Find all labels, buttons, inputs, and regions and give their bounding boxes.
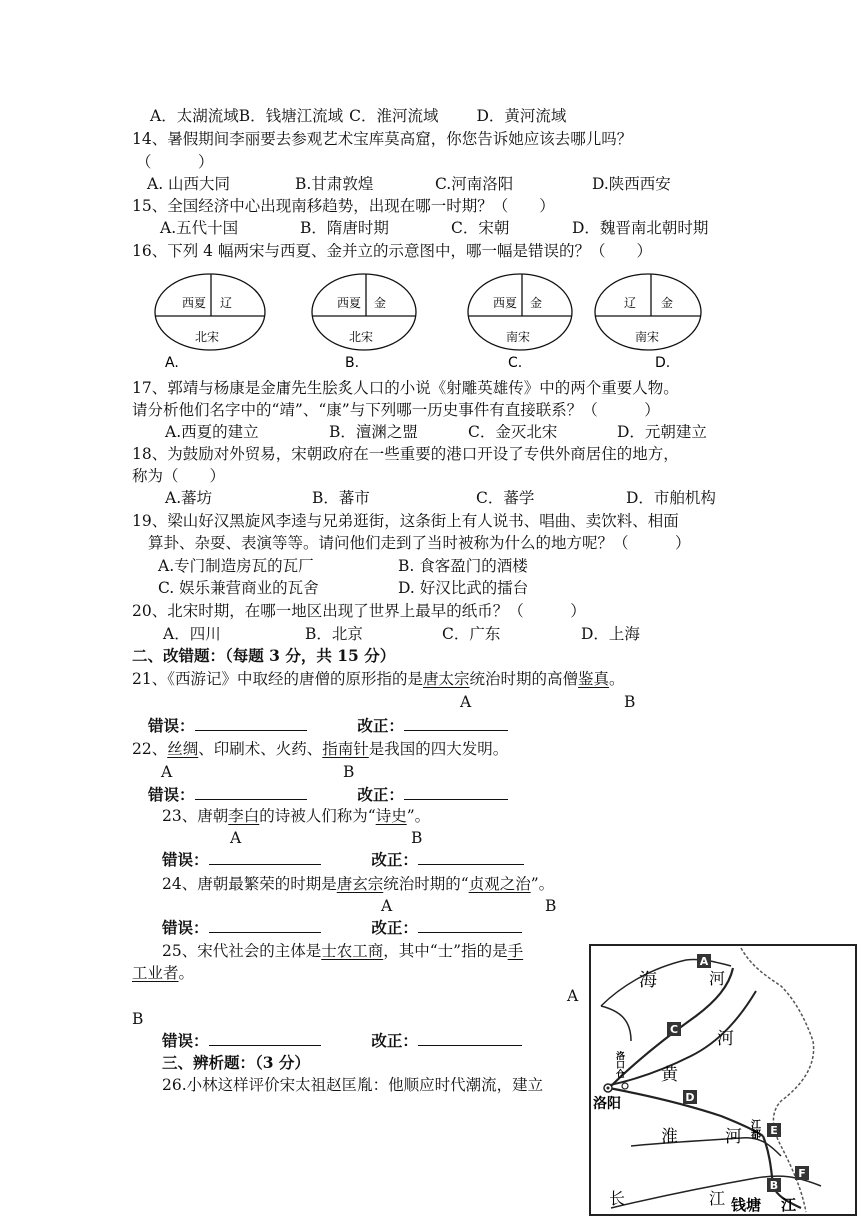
q15-option-c: C．宋朝 — [451, 219, 510, 237]
q24-stem: 24、唐朝最繁荣的时期是唐玄宗统治时期的“贞观之治”。 — [162, 875, 555, 893]
map-label-jiang1: 江 — [709, 1189, 726, 1208]
q22-underline-b: 指南针 — [322, 740, 369, 758]
q25-marker-b: B — [132, 1010, 144, 1028]
q16-b-top-right: 金 — [373, 296, 387, 310]
q16-a-label: A. — [165, 355, 179, 371]
q20-stem: 20、北宋时期，在哪一地区出现了世界上最早的纸币？（ ） — [132, 602, 586, 620]
q22-stem: 22、丝绸、印刷术、火药、指南针是我国的四大发明。 — [132, 740, 509, 758]
q16-diagram-d — [595, 274, 701, 371]
q18-line1: 18、为鼓励对外贸易，宋朝政府在一些重要的港口开设了专供外商居住的地方， — [132, 445, 679, 463]
q18-option-d: D．市舶机构 — [626, 489, 716, 507]
section3-title: 三、辨析题：（3 分） — [162, 1053, 310, 1072]
map-label-luoyang: 洛阳 — [593, 1096, 621, 1112]
q23-fix-blank[interactable] — [418, 850, 524, 865]
q21-fix-blank[interactable] — [404, 716, 508, 731]
q25-underline-b1: 手 — [507, 942, 524, 960]
q16-b-bottom: 北宋 — [348, 330, 374, 344]
svg-text:F: F — [798, 1167, 806, 1180]
q16-stem: 16、下列 4 幅两宋与西夏、金并立的示意图中，哪一幅是错误的？（ ） — [132, 242, 652, 260]
q21-underline-a: 唐太宗 — [422, 670, 470, 688]
map-label-jiang2: 江 — [781, 1196, 797, 1214]
q14-paren: （ ） — [136, 153, 214, 171]
q25-answer-row: 错误： 改正： — [162, 1031, 522, 1051]
map-marker-c — [667, 1022, 681, 1036]
map-marker-f — [795, 1166, 809, 1180]
q18-line2: 称为（ ） — [132, 467, 226, 485]
q23-underline-a: 李白 — [228, 807, 260, 825]
map-marker-e — [767, 1123, 781, 1137]
q13-option-a: A．太湖流域 — [150, 107, 239, 125]
q20-option-d: D．上海 — [581, 625, 640, 643]
q25-fix-blank[interactable] — [418, 1031, 522, 1046]
map-marker-b — [767, 1178, 781, 1192]
q24-marker-a: A — [381, 897, 393, 915]
q19-line1: 19、梁山好汉黑旋风李逵与兄弟逛街，这条街上有人说书、唱曲、卖饮料、相面 — [132, 512, 679, 530]
q20-option-a: A．四川 — [163, 625, 221, 643]
q16-d-top-left: 辽 — [623, 296, 637, 310]
fix-label: 改正： — [357, 716, 404, 735]
q22-fix-blank[interactable] — [404, 785, 508, 800]
q16-a-top-left: 西夏 — [181, 296, 207, 310]
q23-underline-b: 诗史 — [375, 807, 407, 825]
q19-option-c: C. 娱乐兼营商业的瓦舍 — [158, 579, 319, 597]
q24-underline-a: 唐玄宗 — [336, 875, 384, 893]
q16-d-label: D. — [655, 355, 671, 371]
q22-marker-a: A — [161, 763, 173, 781]
q18-option-a: A.蕃坊 — [165, 489, 213, 507]
q16-d-top-right: 金 — [660, 296, 674, 310]
q22-error-blank[interactable] — [195, 785, 307, 800]
q16-d-bottom: 南宋 — [634, 330, 660, 344]
q16-diagram-c — [468, 274, 572, 371]
map-label-jiangdu: 江都 — [748, 1119, 760, 1139]
grand-canal-map — [589, 944, 857, 1216]
svg-text:E: E — [770, 1124, 778, 1137]
map-label-qiantang: 钱塘 — [731, 1196, 762, 1214]
q23-error-blank[interactable] — [209, 850, 321, 865]
error-label: 错误： — [148, 716, 195, 735]
q17-option-d: D．元朝建立 — [617, 423, 707, 441]
q24-underline-b: 贞观之治 — [468, 875, 531, 893]
q13-options — [150, 106, 566, 126]
q25-underline-b2: 工业者 — [132, 964, 179, 982]
map-marker-a — [697, 954, 711, 968]
q23-answer-row: 错误： 改正： — [162, 850, 524, 870]
q18-option-b: B．蕃市 — [312, 489, 370, 507]
q14-option-c: C.河南洛阳 — [435, 175, 514, 193]
q13-option-b: B．钱塘江流域 — [238, 107, 344, 125]
q24-answer-row: 错误： 改正： — [162, 918, 522, 938]
q20-option-b: B．北京 — [305, 625, 363, 643]
map-label-luokoucang: 洛口仓 — [614, 1051, 624, 1078]
q15-option-a: A.五代十国 — [160, 219, 239, 237]
q15-stem: 15、全国经济中心出现南移趋势，出现在哪一时期？（ ） — [132, 197, 555, 215]
q25-stem-line1: 25、宋代社会的主体是士农工商，其中“士”指的是手 — [162, 942, 524, 960]
q19-option-d: D. 好汉比武的擂台 — [398, 579, 529, 597]
q25-underline-a: 士农工商 — [321, 942, 384, 960]
svg-text:B: B — [769, 1179, 779, 1192]
q24-marker-b: B — [545, 897, 557, 915]
q16-c-top-right: 金 — [529, 296, 543, 310]
q13-option-c: C．淮河流域 — [349, 107, 439, 125]
q15-option-b: B．隋唐时期 — [300, 219, 389, 237]
map-label-zhang: 长 — [609, 1189, 626, 1208]
q21-underline-b: 鉴真 — [578, 670, 610, 688]
q20-option-c: C．广东 — [442, 625, 501, 643]
svg-text:C: C — [669, 1023, 679, 1036]
q17-option-a: A.西夏的建立 — [165, 423, 259, 441]
q17-option-c: C．金灭北宋 — [468, 423, 558, 441]
q17-line1: 17、郭靖与杨康是金庸先生脍炙人口的小说《射雕英雄传》中的两个重要人物。 — [132, 379, 679, 397]
q13-option-d: D．黄河流域 — [476, 107, 567, 125]
q16-b-label: B. — [345, 355, 360, 371]
q23-marker-a: A — [230, 829, 242, 847]
map-label-he-mid: 河 — [717, 1029, 734, 1049]
q17-line2: 请分析他们名字中的“靖”、“康”与下列哪一历史事件有直接联系？（ ） — [132, 401, 660, 419]
map-label-hai: 海 — [639, 970, 657, 991]
q16-a-top-right: 辽 — [219, 296, 233, 310]
q19-option-b: B. 食客盈门的酒楼 — [398, 557, 528, 575]
svg-text:D: D — [685, 1091, 695, 1104]
grand-canal-map-svg — [591, 946, 855, 1214]
q22-marker-b: B — [343, 763, 355, 781]
map-label-he-low: 河 — [725, 1127, 742, 1147]
q19-line2: 算卦、杂耍、表演等等。请问他们走到了当时被称为什么的地方呢？（ ） — [148, 534, 691, 552]
q18-option-c: C．蕃学 — [476, 489, 535, 507]
section2-title: 二、改错题：（每题 3 分，共 15 分） — [132, 646, 396, 665]
q16-c-bottom: 南宋 — [505, 330, 531, 344]
q16-diagram-a — [155, 274, 265, 371]
q19-option-a: A.专门制造房瓦的瓦厂 — [158, 557, 314, 575]
q23-marker-b: B — [411, 829, 423, 847]
q24-fix-blank[interactable] — [418, 918, 522, 933]
q16-b-top-left: 西夏 — [336, 296, 362, 310]
q21-error-blank[interactable] — [195, 716, 307, 731]
q14-option-a: A. 山西大同 — [147, 175, 231, 193]
q21-stem: 21、《西游记》中取经的唐僧的原形指的是唐太宗统治时期的高僧鉴真。 — [132, 670, 625, 688]
q16-a-bottom: 北宋 — [194, 330, 220, 344]
q16-diagrams — [150, 268, 710, 378]
q25-error-blank[interactable] — [209, 1031, 321, 1046]
map-label-he-top: 河 — [709, 969, 726, 988]
q16-c-top-left: 西夏 — [492, 296, 518, 310]
q21-marker-b: B — [624, 693, 636, 711]
q25-marker-a: A — [567, 987, 579, 1005]
q21-answer-row — [148, 716, 508, 736]
q16-c-label: C. — [508, 355, 523, 371]
q17-option-b: B．澶渊之盟 — [329, 423, 418, 441]
q22-answer-row: 错误： 改正： — [148, 785, 508, 805]
q14-stem: 14、暑假期间李丽要去参观艺术宝库莫高窟，你您告诉她应该去哪儿吗？ — [132, 130, 633, 148]
svg-text:A: A — [699, 955, 709, 968]
q24-error-blank[interactable] — [209, 918, 321, 933]
q22-underline-a: 丝绸 — [167, 740, 199, 758]
q23-stem: 23、唐朝李白的诗被人们称为“诗史”。 — [162, 807, 431, 825]
map-label-huai: 淮 — [661, 1127, 678, 1147]
q14-option-b: B.甘肃敦煌 — [295, 175, 374, 193]
q25-stem-line2: 工业者。 — [132, 964, 195, 982]
q15-option-d: D．魏晋南北朝时期 — [572, 219, 709, 237]
q16-diagram-b — [312, 274, 416, 371]
q21-marker-a: A — [460, 693, 472, 711]
q14-option-d: D.陕西西安 — [592, 175, 671, 193]
q26-line1: 26.小林这样评价宋太祖赵匡胤：他顺应时代潮流，建立 — [162, 1076, 544, 1094]
map-marker-d — [683, 1090, 697, 1104]
map-label-huang: 黄 — [661, 1065, 678, 1085]
